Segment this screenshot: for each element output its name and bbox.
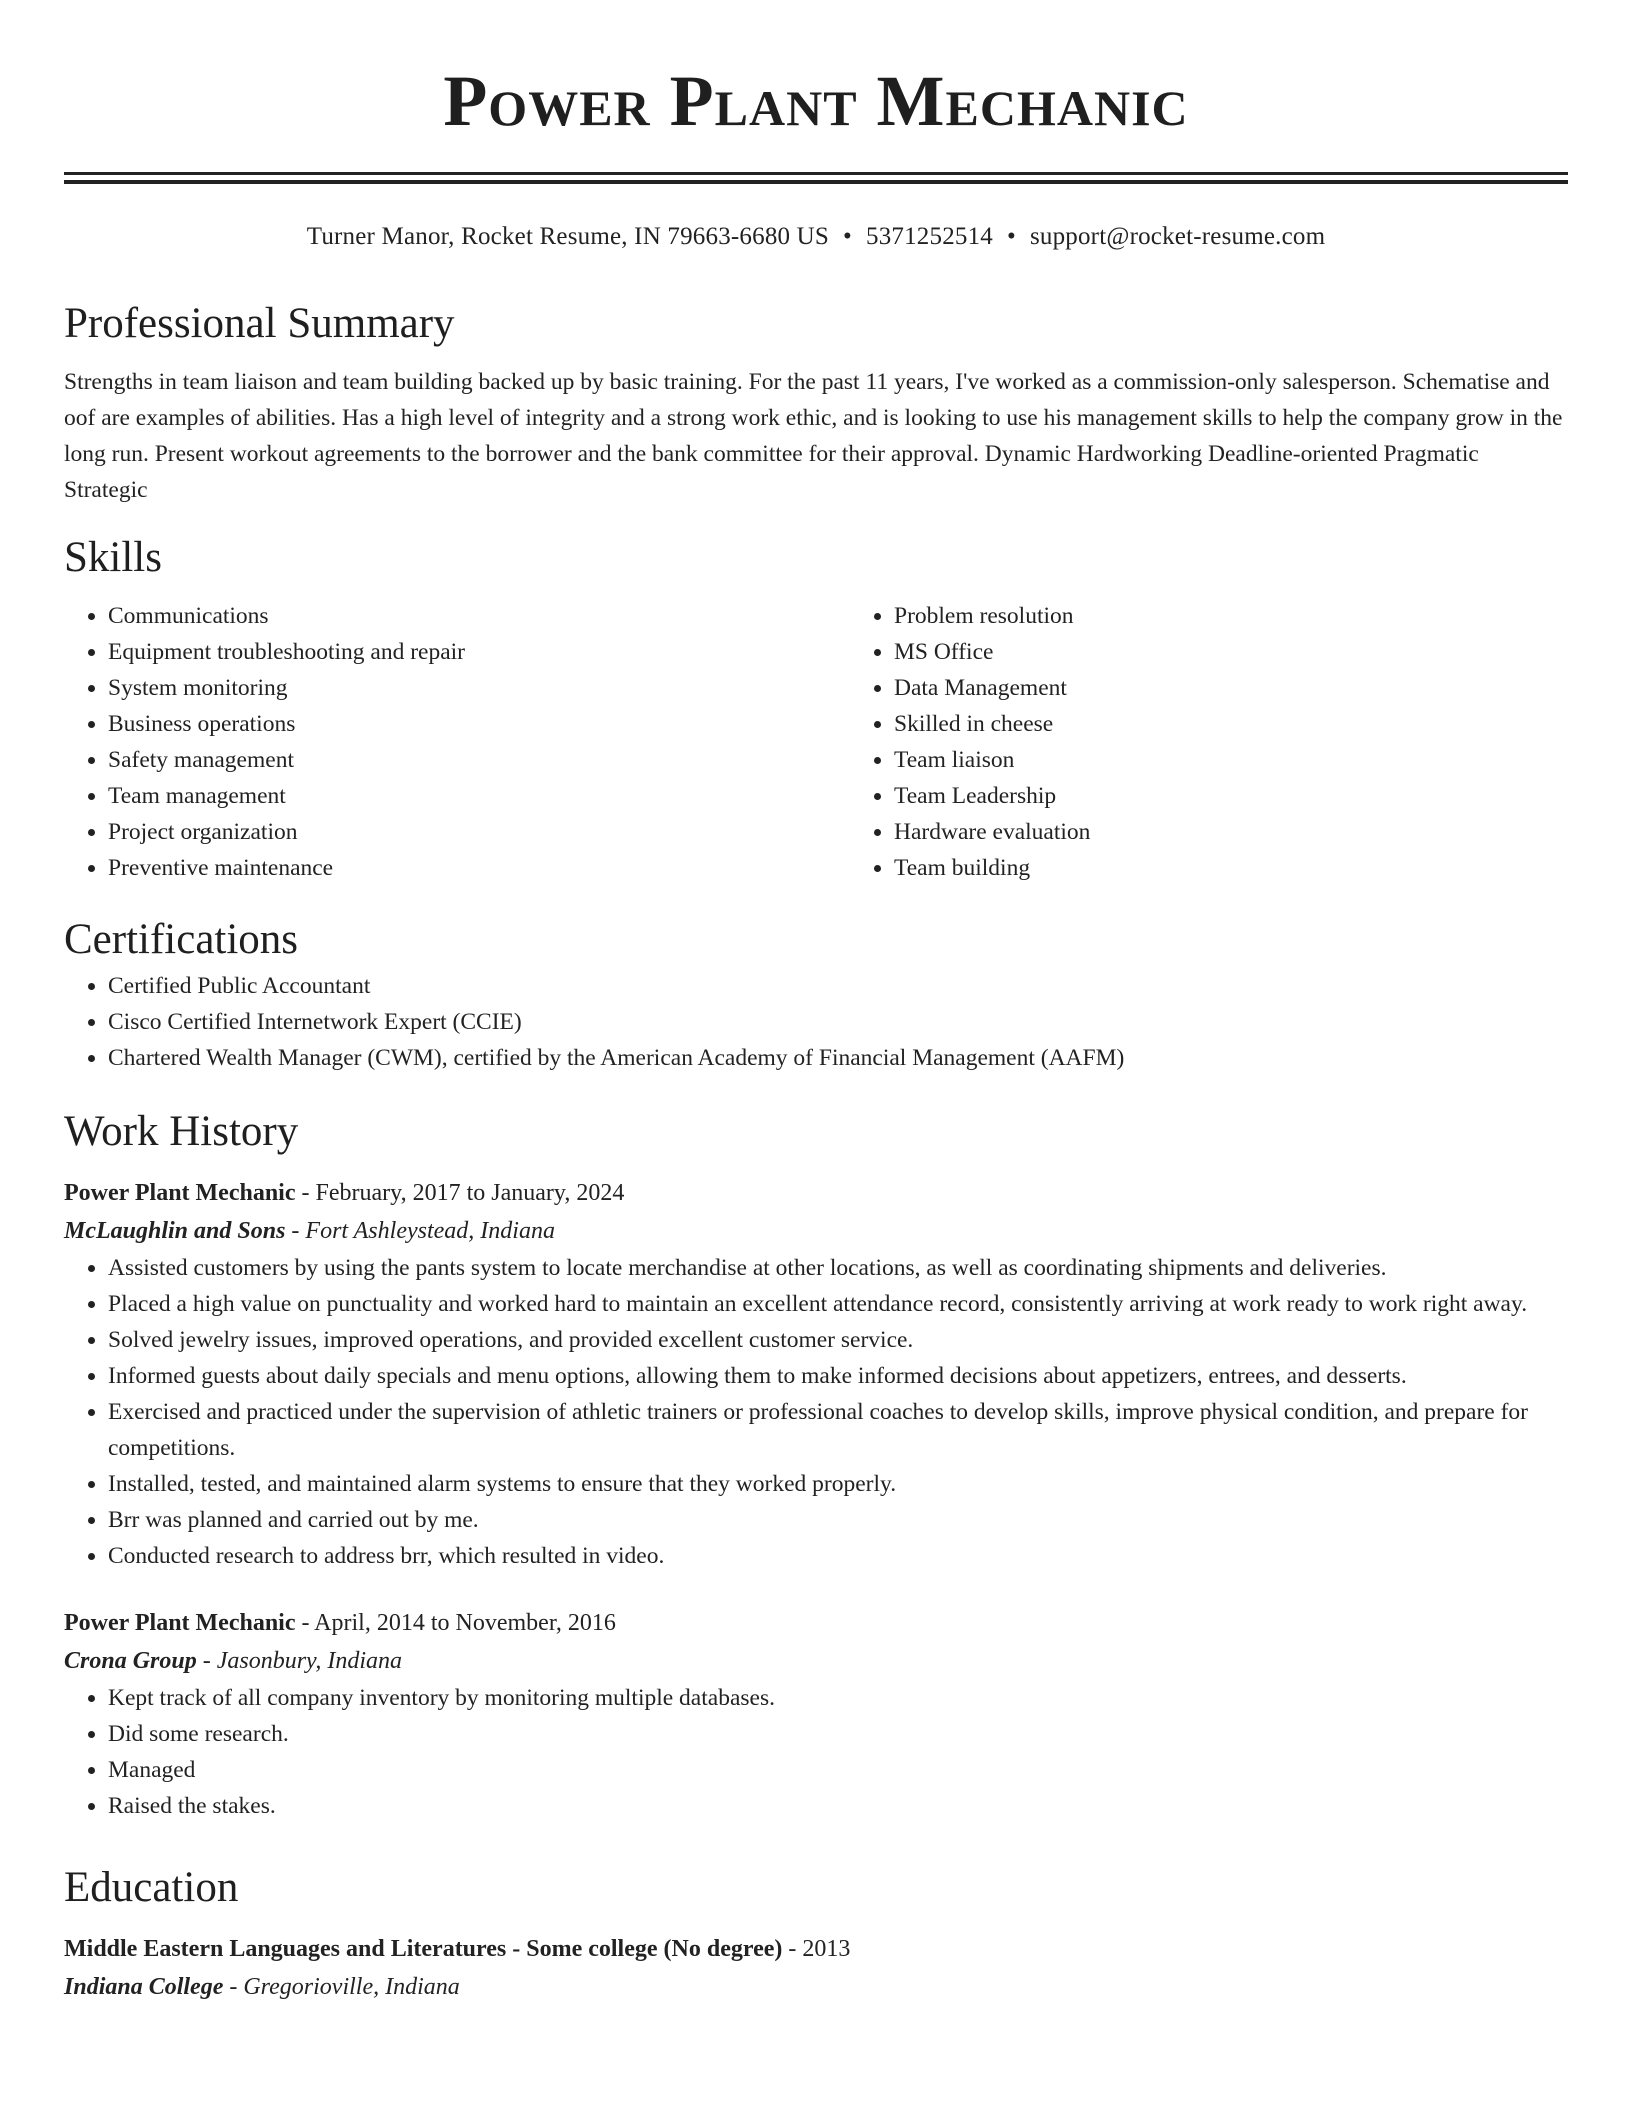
skill-item: • Project organization xyxy=(108,814,850,850)
section-heading-certifications: Certifications xyxy=(64,916,299,963)
education-location: - Gregorioville, Indiana xyxy=(223,1974,460,2000)
skill-item: • Data Management xyxy=(894,670,1632,706)
job-bullet: • Raised the stakes. xyxy=(108,1788,1568,1824)
contact-separator: • xyxy=(1007,223,1016,250)
job-bullets xyxy=(64,1250,1568,1574)
job-title-line xyxy=(64,1174,1568,1212)
skill-item: • System monitoring xyxy=(108,670,850,706)
education-degree-line xyxy=(64,1930,1568,1968)
skill-item: • Preventive maintenance xyxy=(108,850,850,886)
certification-item: • Cisco Certified Internetwork Expert (CCIE) xyxy=(108,1004,1568,1040)
job-bullet: • Placed a high value on punctuality and worked hard to maintain an excellent attendance record, consistently arriving at work ready to work right away. xyxy=(108,1286,1568,1322)
education-school: Indiana College xyxy=(64,1974,224,2000)
skill-item: • Team management xyxy=(108,778,850,814)
resume-title: Power Plant Mechanic xyxy=(443,61,1189,141)
section-heading-skills: Skills xyxy=(64,534,162,581)
job-bullet: • Assisted customers by using the pants system to locate merchandise at other locations, as well as coordinating shipments and deliveries. xyxy=(108,1250,1568,1286)
job-bullet: • Conducted research to address brr, which resulted in video. xyxy=(108,1538,1568,1574)
job-bullet: • Installed, tested, and maintained alarm systems to ensure that they worked properly. xyxy=(108,1466,1568,1502)
skill-item: • Problem resolution xyxy=(894,598,1632,634)
job-bullet: • Kept track of all company inventory by monitoring multiple databases. xyxy=(108,1680,1568,1716)
job-role: Power Plant Mechanic xyxy=(64,1180,296,1206)
job-title-line xyxy=(64,1604,1568,1642)
title-divider xyxy=(64,172,1568,184)
job-bullet: • Informed guests about daily specials and menu options, allowing them to make informed decisions about appetizers, entrees, and desserts. xyxy=(108,1358,1568,1394)
job-company-line xyxy=(64,1642,1568,1680)
job-dates: - February, 2017 to January, 2024 xyxy=(295,1180,625,1206)
skills-grid xyxy=(64,598,1568,886)
job-dates: - April, 2014 to November, 2016 xyxy=(295,1610,616,1636)
contact-line xyxy=(64,220,1568,254)
job-company-line xyxy=(64,1212,1568,1250)
job-entry xyxy=(64,1174,1568,1574)
skill-item: • Equipment troubleshooting and repair xyxy=(108,634,850,670)
job-bullet: • Did some research. xyxy=(108,1716,1568,1752)
certification-item: • Certified Public Accountant xyxy=(108,968,1568,1004)
job-location: - Jasonbury, Indiana xyxy=(196,1648,403,1674)
contact-address: Turner Manor, Rocket Resume, IN 79663-6680 US xyxy=(306,223,830,250)
summary-text: Strengths in team liaison and team building backed up by basic training. For the past 11 years, I've worked as a commission-only salesperson. Schematise and oof are examples of abilities. Has a high level of integrity and a strong work ethic, and is looking to use his management skills to help the company grow in the long run. Present workout agreements to the borrower and the bank committee for their approval. Dynamic Hardworking Deadline-oriented Pragmatic Strategic xyxy=(64,369,1563,503)
skill-item: • Hardware evaluation xyxy=(894,814,1632,850)
certifications-list xyxy=(64,968,1568,1076)
section-heading-education: Education xyxy=(64,1864,239,1911)
skill-item: • Team liaison xyxy=(894,742,1632,778)
job-bullet: • Exercised and practiced under the supervision of athletic trainers or professional coaches to develop skills, improve physical condition, and prepare for competitions. xyxy=(108,1394,1568,1466)
job-role: Power Plant Mechanic xyxy=(64,1610,296,1636)
job-company: McLaughlin and Sons xyxy=(64,1218,286,1244)
skill-item: • Safety management xyxy=(108,742,850,778)
job-location: - Fort Ashleystead, Indiana xyxy=(285,1218,555,1244)
skills-list-right xyxy=(850,598,1632,886)
job-bullets xyxy=(64,1680,1568,1824)
job-entry xyxy=(64,1604,1568,1824)
job-bullet: • Managed xyxy=(108,1752,1568,1788)
section-heading-summary: Professional Summary xyxy=(64,300,455,347)
contact-email: support@rocket-resume.com xyxy=(1029,223,1326,250)
contact-separator: • xyxy=(843,223,852,250)
contact-phone: 5371252514 xyxy=(866,223,993,250)
education-year: - 2013 xyxy=(782,1936,851,1962)
education-school-line xyxy=(64,1968,1568,2006)
skills-list-left xyxy=(64,598,850,886)
section-heading-work-history: Work History xyxy=(64,1108,299,1155)
skill-item: • Team building xyxy=(894,850,1632,886)
skill-item: • Business operations xyxy=(108,706,850,742)
job-bullet: • Solved jewelry issues, improved operations, and provided excellent customer service. xyxy=(108,1322,1568,1358)
job-bullet: • Brr was planned and carried out by me. xyxy=(108,1502,1568,1538)
skill-item: • Skilled in cheese xyxy=(894,706,1632,742)
skill-item: • Team Leadership xyxy=(894,778,1632,814)
skill-item: • Communications xyxy=(108,598,850,634)
certification-item: • Chartered Wealth Manager (CWM), certified by the American Academy of Financial Management (AAFM) xyxy=(108,1040,1568,1076)
skill-item: • MS Office xyxy=(894,634,1632,670)
education-degree: Middle Eastern Languages and Literatures - Some college (No degree) xyxy=(64,1936,783,1962)
job-company: Crona Group xyxy=(64,1648,197,1674)
